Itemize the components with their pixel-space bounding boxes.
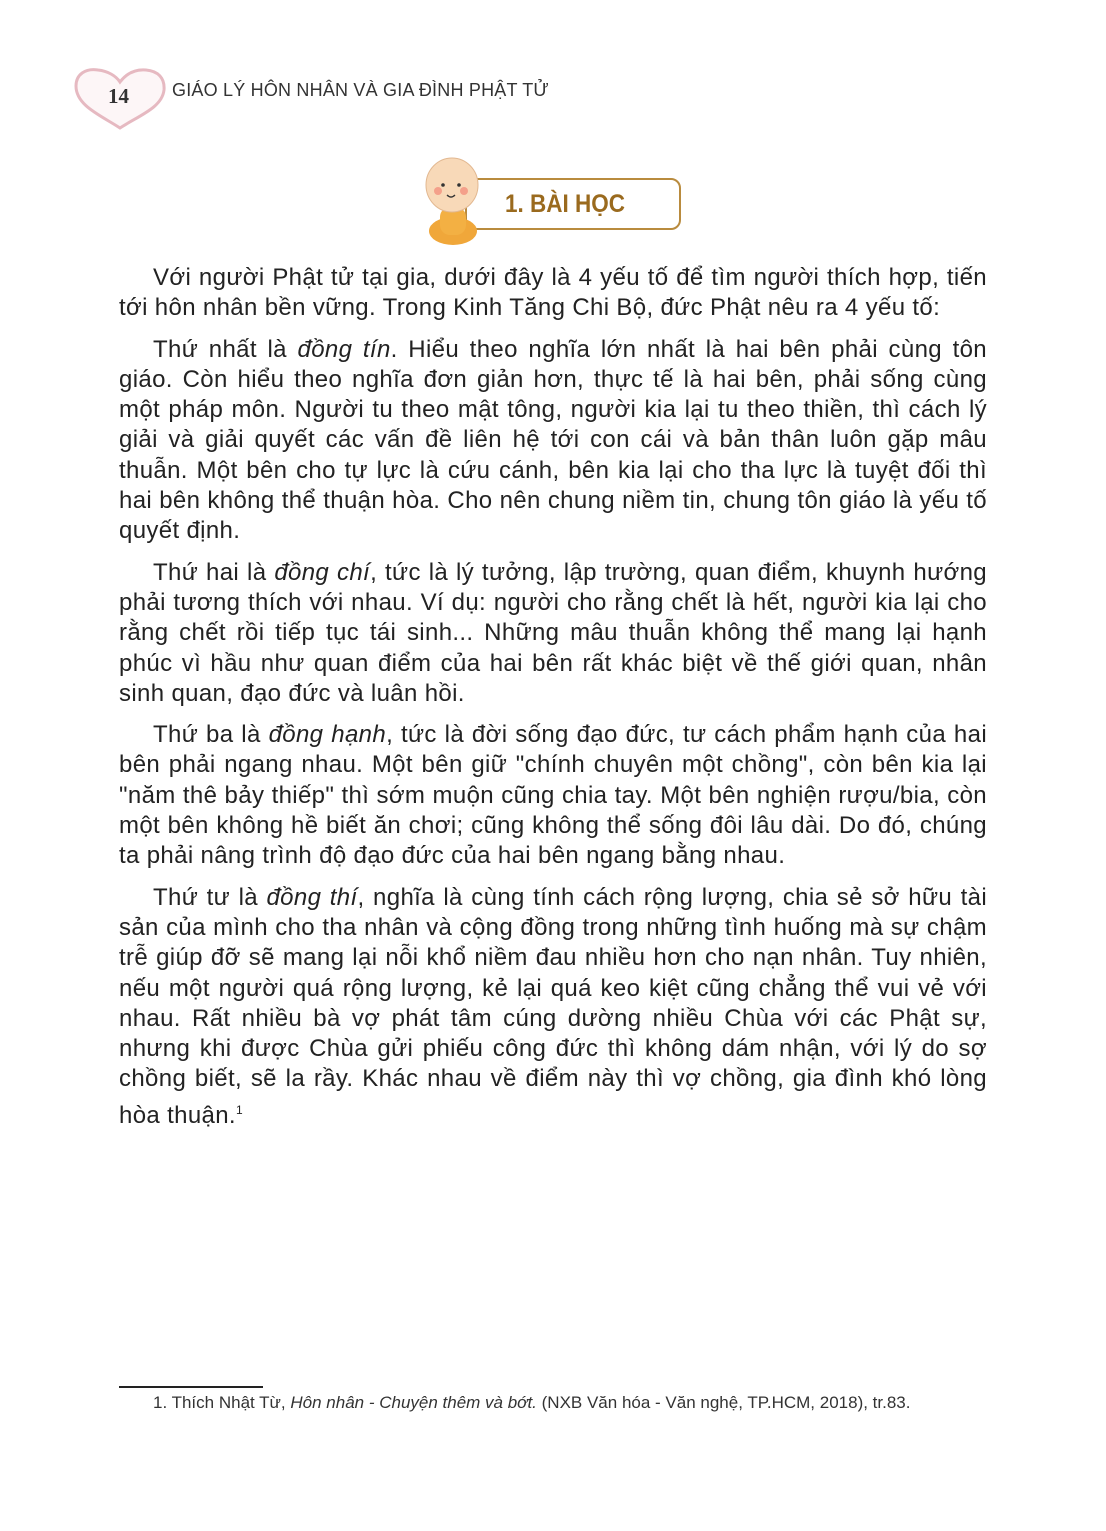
paragraph-intro	[119, 263, 987, 324]
term: đồng hạnh	[268, 721, 387, 749]
paragraph-dong-chi	[119, 558, 987, 709]
paragraph-dong-tin	[119, 335, 987, 547]
text: , tức là đời sống đạo đức, tư cách phẩm hạnh của hai bên phải ngang nhau. Một bên giữ "chính chuyên một chồng", còn bên kia lại "năm thê bảy thiếp" thì sớm muộn cũng chia tay. Một bên nghiện rượu/bia, còn một bên không hề biết ăn chơi; cũng không thể sống đôi lâu dài. Do đó, chúng ta phải nâng trình độ đạo đức của hai bên ngang bằng nhau.	[119, 721, 988, 870]
text: , nghĩa là cùng tính cách rộng lượng, chia sẻ sở hữu tài sản của mình cho tha nhân và cộng đồng trong những tình huống mà sự chậm trễ giúp đỡ sẽ mang lại nỗi khổ niềm đau nhiều hơn cho nạn nhân. Tuy nhiên, nếu một người quá rộng lượng, kẻ lại quá keo kiệt cũng chẳng thể vui vẻ với nhau. Rất nhiều bà vợ phát tâm cúng dường nhiều Chùa với các Phật sự, nhưng khi được Chùa gửi phiếu công đức thì không dám nhận, với lý do sợ chồng biết, sẽ la rầy. Khác nhau về điểm này thì vợ chồng, gia đình khó lòng hòa thuận.	[119, 883, 987, 1129]
footnote-divider	[119, 1386, 263, 1388]
text: Thứ tư là	[153, 883, 267, 911]
text: , tức là lý tưởng, lập trường, quan điểm, khuynh hướng phải tương thích với nhau. Ví dụ: người cho rằng chết là hết, người kia lại cho rằng chết rồi tiếp tục tái sinh... Những mâu thuẫn không thể mang lại hạnh phúc vì hầu như quan điểm của hai bên rất khác biệt về thế giới quan, nhân sinh quan, đạo đức và luân hồi.	[119, 558, 987, 707]
paragraph-dong-thi	[119, 883, 987, 1131]
running-title: GIÁO LÝ HÔN NHÂN VÀ GIA ĐÌNH PHẬT TỬ	[172, 80, 549, 100]
footnote	[119, 1392, 987, 1414]
text: (NXB Văn hóa - Văn nghệ, TP.HCM, 2018), tr.83.	[536, 1393, 911, 1412]
paragraph-dong-hanh	[119, 720, 987, 871]
text: 1. Thích Nhật Từ,	[153, 1393, 291, 1412]
text: Với người Phật tử tại gia, dưới đây là 4 yếu tố để tìm người thích hợp, tiến tới hôn nhân bền vững. Trong Kinh Tăng Chi Bộ, đức Phật nêu ra 4 yếu tố:	[119, 264, 987, 322]
text: Thứ hai là	[153, 558, 275, 586]
term: đồng chí	[274, 558, 371, 586]
body-text	[119, 263, 987, 1142]
section-title: 1. BÀI HỌC	[505, 190, 626, 218]
term: đồng tín	[297, 335, 391, 363]
monk-illustration-icon	[418, 155, 488, 247]
footnote-ref[interactable]: 1	[235, 1102, 243, 1117]
page-number: 14	[108, 84, 129, 108]
text: Thứ nhất là	[153, 335, 298, 363]
text: . Hiểu theo nghĩa lớn nhất là hai bên phải cùng tôn giáo. Còn hiểu theo nghĩa đơn giản hơn, thực tế là hai bên, phải sống cùng một pháp môn. Người tu theo mật tông, người kia lại tu theo thiền, thì cách lý giải và giải quyết các vấn đề liên hệ tới con cái và bản thân luôn gặp mâu thuẫn. Một bên cho tự lực là cứu cánh, bên kia lại cho tha lực là tuyệt đối thì hai bên không thể thuận hòa. Cho nên chung niềm tin, chung tôn giáo là yếu tố quyết định.	[119, 335, 988, 545]
term: đồng thí	[266, 883, 358, 911]
book-title: Hôn nhân - Chuyện thêm và bớt.	[290, 1393, 537, 1412]
text: Thứ ba là	[153, 721, 269, 749]
